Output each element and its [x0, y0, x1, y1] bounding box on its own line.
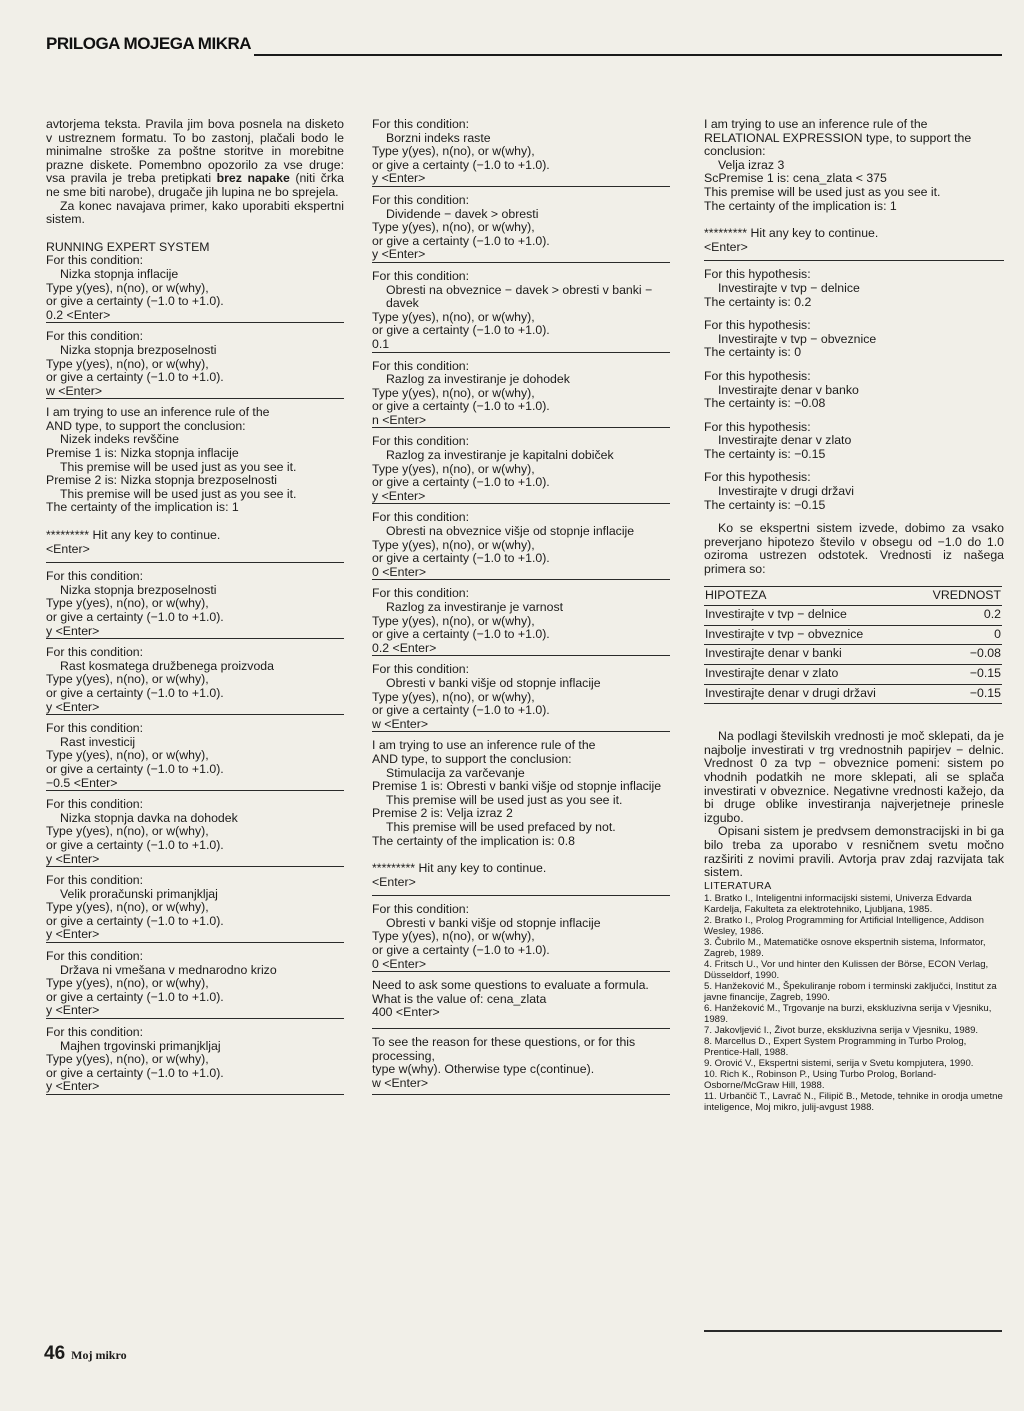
- condition-text: Obresti v banki višje od stopnje inflacije: [386, 675, 601, 690]
- rule-line: Premise 1 is: Nizka stopnja inflacije: [46, 446, 239, 461]
- prompt-line: For this condition:: [46, 1025, 144, 1040]
- prompt-line: For this hypothesis:: [704, 267, 811, 282]
- column-header-value: VREDNOST: [916, 586, 1002, 606]
- conclusion-paragraph: Na podlagi številskih vrednosti je moč sklepati, da je najbolje investirati v trg vrednostnih papirjev − delnic. Vrednost 0 za tvp − obveznice pomeni: sistem po vhodnih podatkih ne more sklepati, ali se splača investirati v obveznice. Negativne vrednosti kažejo, da bi druge oblike investiranja najverjetneje prinesle izgubo.: [704, 729, 1004, 825]
- table-row: [704, 684, 1002, 704]
- bottom-rule: [704, 1330, 1002, 1332]
- reference-item: 6. Hanžeković M., Trgovanje na burzi, ekskluzivna serija v Vjesniku, 1989.: [704, 1003, 992, 1026]
- reference-item: 1. Bratko I., Inteligentni informacijski sistemi, Univerza Edvarda Kardelja, Fakulteta za elektrotehniko, Ljubljana, 1985.: [704, 893, 972, 916]
- prompt-line: or give a certainty (−1.0 to +1.0).: [46, 913, 224, 928]
- prompt-line: or give a certainty (−1.0 to +1.0).: [46, 837, 224, 852]
- certainty-line: The certainty is: 0.2: [704, 294, 812, 309]
- separator: [372, 579, 670, 580]
- dialog-block: [372, 435, 670, 504]
- separator: [46, 866, 344, 867]
- hypothesis-text: Investirajte v tvp − delnice: [718, 280, 860, 295]
- user-input: y <Enter>: [46, 851, 100, 866]
- dialog-list: [372, 118, 670, 732]
- condition-text: Obresti na obveznice − davek > obresti v banki − davek: [386, 282, 653, 311]
- prompt-line: or give a certainty (−1.0 to +1.0).: [46, 989, 224, 1004]
- hypothesis-block: [704, 471, 1004, 512]
- rule-line: I am trying to use an inference rule of the RELATIONAL EXPRESSION type, to support the conclusion:: [704, 117, 972, 159]
- separator: [46, 398, 344, 399]
- intro-paragraph: [46, 118, 344, 200]
- user-input: y <Enter>: [46, 927, 100, 942]
- rule-block: [46, 406, 344, 563]
- user-input: w <Enter>: [46, 383, 103, 398]
- user-input: w <Enter>: [372, 716, 429, 731]
- continue-prompt: ********* Hit any key to continue.: [46, 528, 221, 543]
- results-paragraph: Ko se ekspertni sistem izvede, dobimo za vsako preverjano hipotezo število v obsegu od −1.0 do 1.0 oziroma ustrezen odstotek. Vrednosti iz našega primera so:: [704, 521, 1004, 577]
- separator: [372, 427, 670, 428]
- prompt-line: or give a certainty (−1.0 to +1.0).: [372, 475, 550, 490]
- rule-line: This premise will be used just as you see it.: [386, 792, 623, 807]
- prompt-line: or give a certainty (−1.0 to +1.0).: [372, 233, 550, 248]
- separator: [372, 731, 670, 732]
- user-input: 0.2 <Enter>: [46, 307, 111, 322]
- prompt-line: Type y(yes), n(no), or w(why),: [372, 309, 535, 324]
- prompt-line: For this condition:: [372, 192, 470, 207]
- intro-text: avtorjema teksta. Pravila jim bova posnela na disketo v ustreznem formatu. To bo zastonj, plačali bodo le minimalne stroške za poštne storitve in morebitne prazne diskete. Pomembno opozorilo za vse druge: vsa pravila je treba pretipkati: [46, 117, 344, 186]
- separator: [372, 655, 670, 656]
- prompt-line: or give a certainty (−1.0 to +1.0).: [46, 370, 224, 385]
- rule-line: Premise 2 is: Velja izraz 2: [372, 806, 513, 821]
- hypothesis-text: Investirajte v drugi državi: [718, 484, 855, 499]
- condition-text: Država ni vmešana v mednarodno krizo: [60, 962, 277, 977]
- rule-line: This premise will be used just as you see it.: [60, 486, 297, 501]
- rule-line: AND type, to support the conclusion:: [372, 751, 572, 766]
- user-input: y <Enter>: [46, 699, 100, 714]
- rule-line: ScPremise 1 is: cena_zlata < 375: [704, 171, 887, 186]
- results-table: [704, 586, 1002, 705]
- prompt-line: Type y(yes), n(no), or w(why),: [46, 280, 209, 295]
- rule-line: I am trying to use an inference rule of the: [372, 738, 596, 753]
- user-input: y <Enter>: [372, 247, 426, 262]
- prompt-line: For this condition:: [372, 902, 470, 917]
- dialog-list: [46, 570, 344, 1095]
- user-input: <Enter>: [46, 541, 90, 556]
- reference-item: 10. Rich K., Robinson P., Using Turbo Prolog, Borland-Osborne/McGraw Hill, 1988.: [704, 1069, 937, 1092]
- dialog-block: [46, 646, 344, 715]
- user-input: 0 <Enter>: [372, 564, 427, 579]
- prompt-line: Type y(yes), n(no), or w(why),: [372, 929, 535, 944]
- user-input: 400 <Enter>: [372, 1005, 440, 1020]
- prompt-line: or give a certainty (−1.0 to +1.0).: [372, 157, 550, 172]
- hypothesis-cell: Investirajte denar v zlato: [704, 665, 916, 685]
- reference-item: 2. Bratko I., Prolog Programming for Artificial Intelligence, Addison Wesley, 1986.: [704, 915, 984, 938]
- dialog-block: [46, 874, 344, 943]
- prompt-line: or give a certainty (−1.0 to +1.0).: [46, 1065, 224, 1080]
- prompt-line: or give a certainty (−1.0 to +1.0).: [372, 627, 550, 642]
- dialog-block: [372, 270, 670, 353]
- conclusion-text: Nizek indeks revščine: [60, 432, 179, 447]
- separator: [372, 971, 670, 972]
- hypothesis-block: [704, 268, 1004, 309]
- intro-paragraph-2: Za konec navajava primer, kako uporabiti ekspertni sistem.: [46, 198, 344, 227]
- reference-item: 8. Marcellus D., Expert System Programming in Turbo Prolog, Prentice-Hall, 1988.: [704, 1036, 967, 1059]
- hypothesis-cell: Investirajte v tvp − delnice: [704, 606, 916, 626]
- header-rule: [254, 54, 1002, 56]
- user-input: 0.2 <Enter>: [372, 640, 437, 655]
- prompt-line: For this hypothesis:: [704, 419, 811, 434]
- intro-text-end: (niti črka ne sme biti narobe), drugače jih lupina ne bo sprejela.: [46, 171, 344, 199]
- prompt-line: Type y(yes), n(no), or w(why),: [46, 976, 209, 991]
- prompt-line: For this condition:: [372, 268, 470, 283]
- prompt-line: For this condition:: [46, 645, 144, 660]
- rule-block: [704, 118, 1004, 261]
- rule-line: AND type, to support the conclusion:: [46, 418, 246, 433]
- prompt-line: Type y(yes), n(no), or w(why),: [46, 1052, 209, 1067]
- user-input: <Enter>: [372, 874, 416, 889]
- prompt-line: or give a certainty (−1.0 to +1.0).: [46, 610, 224, 624]
- column-header-hypothesis: HIPOTEZA: [704, 586, 916, 606]
- prompt-line: or give a certainty (−1.0 to +1.0).: [372, 943, 550, 958]
- condition-text: Nizka stopnja inflacije: [60, 266, 179, 281]
- prompt-line: What is the value of: cena_zlata: [372, 991, 547, 1006]
- prompt-line: Type y(yes), n(no), or w(why),: [46, 824, 209, 839]
- rule-line: This premise will be used just as you see it.: [704, 184, 941, 199]
- prompt-line: or give a certainty (−1.0 to +1.0).: [372, 703, 550, 718]
- prompt-line: For this hypothesis:: [704, 470, 811, 485]
- table-row: [704, 665, 1002, 685]
- separator: [372, 262, 670, 263]
- dialog-block: [372, 360, 670, 429]
- condition-text: Obresti v banki višje od stopnje inflacije: [386, 915, 601, 930]
- prompt-line: or give a certainty (−1.0 to +1.0).: [46, 685, 224, 700]
- prompt-line: or give a certainty (−1.0 to +1.0).: [372, 399, 550, 414]
- condition-text: Nizka stopnja brezposelnosti: [60, 342, 217, 357]
- prompt-line: or give a certainty (−1.0 to +1.0).: [46, 294, 224, 309]
- certainty-line: The certainty is: −0.15: [704, 497, 826, 512]
- prompt-line: Type y(yes), n(no), or w(why),: [372, 689, 535, 704]
- dialog-block: [372, 663, 670, 732]
- prompt-line: To see the reason for these questions, or for this processing,: [372, 1035, 636, 1063]
- table-row: [704, 645, 1002, 665]
- condition-text: Majhen trgovinski primanjkljaj: [60, 1038, 221, 1053]
- separator: [372, 503, 670, 504]
- hypothesis-block: [704, 319, 1004, 360]
- rule-line: This premise will be used just as you see it.: [60, 459, 297, 474]
- separator: [46, 322, 344, 323]
- user-input: <Enter>: [704, 239, 748, 254]
- reference-list: [704, 893, 1004, 1113]
- condition-text: Obresti na obveznice višje od stopnje inflacije: [386, 524, 635, 539]
- prompt-line: For this condition:: [46, 797, 144, 812]
- prompt-line: Type y(yes), n(no), or w(why),: [372, 537, 535, 552]
- separator: [372, 1028, 670, 1029]
- prompt-line: For this hypothesis:: [704, 318, 811, 333]
- user-input: w <Enter>: [372, 1075, 429, 1090]
- hypothesis-cell: Investirajte denar v drugi državi: [704, 684, 916, 704]
- dialog-block: [372, 194, 670, 263]
- continue-prompt: ********* Hit any key to continue.: [704, 226, 879, 241]
- user-input: y <Enter>: [372, 488, 426, 503]
- user-input: y <Enter>: [372, 171, 426, 186]
- separator: [46, 790, 344, 791]
- table-row: [704, 625, 1002, 645]
- reference-item: 3. Čubrilo M., Matematičke osnove ekspertnih sistema, Informator, Zagreb, 1989.: [704, 937, 986, 960]
- dialog-block: [46, 570, 344, 639]
- reference-item: 7. Jakovljević I., Život burze, ekskluzivna serija v Vjesniku, 1989.: [704, 1025, 979, 1037]
- page-number: 46: [44, 1343, 66, 1364]
- separator: [46, 942, 344, 943]
- prompt-line: For this condition:: [46, 873, 144, 888]
- column-2: [372, 118, 670, 1102]
- prompt-line: For this condition:: [46, 721, 144, 736]
- ask-block: [372, 979, 670, 1029]
- prompt-line: or give a certainty (−1.0 to +1.0).: [46, 761, 224, 776]
- hypothesis-cell: Investirajte denar v banki: [704, 645, 916, 665]
- prompt-line: For this condition:: [372, 586, 470, 601]
- conclusion-text: Stimulacija za varčevanje: [386, 765, 525, 780]
- hypothesis-cell: Investirajte v tvp − obveznice: [704, 625, 916, 645]
- section-title: PRILOGA MOJEGA MIKRA: [46, 34, 252, 53]
- certainty-line: The certainty is: −0.08: [704, 396, 826, 411]
- rule-line: This premise will be used prefaced by not.: [386, 819, 616, 834]
- literature-title: LITERATURA: [704, 879, 772, 892]
- prompt-line: For this condition:: [372, 510, 470, 525]
- hypothesis-text: Investirajte denar v zlato: [718, 433, 852, 448]
- condition-text: Rast investicij: [60, 734, 136, 749]
- hypothesis-text: Investirajte denar v banko: [718, 382, 859, 397]
- condition-text: Dividende − davek > obresti: [386, 206, 539, 221]
- user-input: 0.1: [372, 336, 390, 351]
- continue-prompt: ********* Hit any key to continue.: [372, 861, 547, 876]
- reason-block: [372, 1036, 670, 1095]
- run-title: RUNNING EXPERT SYSTEM: [46, 239, 210, 254]
- user-input: n <Enter>: [372, 412, 427, 427]
- reference-item: 11. Urbančič T., Lavrač N., Filipič B., Metode, tehnike in orodja umetne inteligence, Moj mikro, julij-avgust 1988.: [704, 1091, 1003, 1114]
- hypothesis-block: [704, 370, 1004, 411]
- user-input: y <Enter>: [46, 1003, 100, 1018]
- rule-line: I am trying to use an inference rule of the: [46, 405, 270, 420]
- condition-text: Rast kosmatega družbenega proizvoda: [60, 658, 274, 673]
- rule-line: The certainty of the implication is: 1: [704, 198, 897, 213]
- prompt-line: Type y(yes), n(no), or w(why),: [46, 748, 209, 763]
- prompt-line: For this condition:: [372, 358, 470, 373]
- prompt-line: For this condition:: [46, 329, 144, 344]
- prompt-line: Type y(yes), n(no), or w(why),: [372, 144, 535, 159]
- prompt-line: type w(why). Otherwise type c(continue).: [372, 1062, 595, 1077]
- separator: [704, 260, 1004, 261]
- intro-bold-text: brez napake: [216, 171, 290, 186]
- separator: [372, 1094, 670, 1095]
- rule-block: [372, 739, 670, 896]
- rule-line: The certainty of the implication is: 1: [46, 500, 239, 515]
- table-header-row: [704, 586, 1002, 606]
- dialog-block: [46, 722, 344, 791]
- dialog-block: [46, 798, 344, 867]
- prompt-line: Type y(yes), n(no), or w(why),: [46, 672, 209, 687]
- dialog-block: [46, 1026, 344, 1095]
- user-input: 0 <Enter>: [372, 956, 427, 971]
- closing-paragraph: Opisani sistem je predvsem demonstracijski in bi ga bilo treba za uporabo v resničnem svetu močno razširiti z novimi pravili. Avtorja prav zdaj razvijata tak sistem.: [704, 824, 1004, 880]
- separator: [46, 562, 344, 563]
- dialog-block: [372, 118, 670, 187]
- reference-item: 9. Orović V., Ekspertni sistemi, serija v Svetu kompjutera, 1990.: [704, 1058, 974, 1070]
- separator: [372, 352, 670, 353]
- hypothesis-text: Investirajte v tvp − obveznice: [718, 331, 877, 346]
- column-1: [46, 118, 344, 1102]
- user-input: −0.5 <Enter>: [46, 775, 118, 790]
- rule-line: Premise 2 is: Nizka stopnja brezposelnosti: [46, 473, 278, 488]
- user-input: y <Enter>: [46, 1079, 100, 1094]
- prompt-line: For this condition:: [46, 253, 144, 268]
- prompt-line: For this condition:: [46, 569, 144, 584]
- condition-text: Razlog za investiranje je varnost: [386, 600, 564, 614]
- separator: [46, 638, 344, 639]
- rule-line: The certainty of the implication is: 0.8: [372, 833, 575, 848]
- prompt-line: Type y(yes), n(no), or w(why),: [46, 356, 209, 371]
- rule-line: Premise 1 is: Obresti v banki višje od stopnje inflacije: [372, 779, 662, 794]
- page-footer: [44, 1343, 127, 1365]
- value-cell: −0.15: [916, 684, 1002, 704]
- separator: [46, 1018, 344, 1019]
- dialog-block: [46, 254, 344, 323]
- condition-text: Velik proračunski primanjkljaj: [60, 886, 218, 901]
- prompt-line: For this hypothesis:: [704, 368, 811, 383]
- prompt-line: Type y(yes), n(no), or w(why),: [372, 220, 535, 235]
- dialog-block: [46, 330, 344, 399]
- separator: [372, 895, 670, 896]
- dialog-block: [372, 511, 670, 580]
- prompt-line: For this condition:: [372, 434, 470, 449]
- dialog-block: [372, 903, 670, 972]
- reference-item: 5. Hanžeković M., Špekuliranje robom i terminski zaključci, Institut za javne financije, Zagreb, 1990.: [704, 981, 997, 1004]
- prompt-line: Type y(yes), n(no), or w(why),: [46, 900, 209, 915]
- user-input: y <Enter>: [46, 623, 100, 638]
- separator: [46, 1094, 344, 1095]
- column-3: [704, 118, 1004, 1113]
- value-cell: −0.15: [916, 665, 1002, 685]
- prompt-line: For this condition:: [372, 662, 470, 677]
- separator: [372, 186, 670, 187]
- prompt-line: For this condition:: [46, 949, 144, 964]
- prompt-line: Type y(yes), n(no), or w(why),: [46, 596, 209, 611]
- dialog-block: [372, 587, 670, 656]
- certainty-line: The certainty is: −0.15: [704, 446, 826, 461]
- value-cell: 0: [916, 625, 1002, 645]
- table-row: [704, 606, 1002, 626]
- hypothesis-block: [704, 421, 1004, 462]
- reference-item: 4. Fritsch U., Vor und hinter den Kulissen der Börse, ECON Verlag, Düsseldorf, 1990.: [704, 959, 989, 982]
- conclusion-text: Velja izraz 3: [718, 157, 785, 172]
- value-cell: 0.2: [916, 606, 1002, 626]
- condition-text: Nizka stopnja davka na dohodek: [60, 810, 238, 825]
- prompt-line: Type y(yes), n(no), or w(why),: [372, 461, 535, 476]
- condition-text: Nizka stopnja brezposelnosti: [60, 582, 217, 597]
- prompt-line: or give a certainty (−1.0 to +1.0).: [372, 551, 550, 566]
- condition-text: Borzni indeks raste: [386, 130, 491, 145]
- prompt-line: For this condition:: [372, 117, 470, 131]
- page-header: [46, 34, 1002, 58]
- condition-text: Razlog za investiranje je kapitalni dobiček: [386, 448, 614, 463]
- hypothesis-list: [704, 268, 1004, 512]
- dialog-block: [46, 950, 344, 1019]
- condition-text: Razlog za investiranje je dohodek: [386, 372, 570, 387]
- certainty-line: The certainty is: 0: [704, 345, 802, 360]
- separator: [46, 714, 344, 715]
- prompt-line: Type y(yes), n(no), or w(why),: [372, 385, 535, 400]
- prompt-line: or give a certainty (−1.0 to +1.0).: [372, 323, 550, 338]
- value-cell: −0.08: [916, 645, 1002, 665]
- prompt-line: Need to ask some questions to evaluate a formula.: [372, 978, 649, 993]
- magazine-name: Moj mikro: [71, 1348, 127, 1362]
- prompt-line: Type y(yes), n(no), or w(why),: [372, 613, 535, 628]
